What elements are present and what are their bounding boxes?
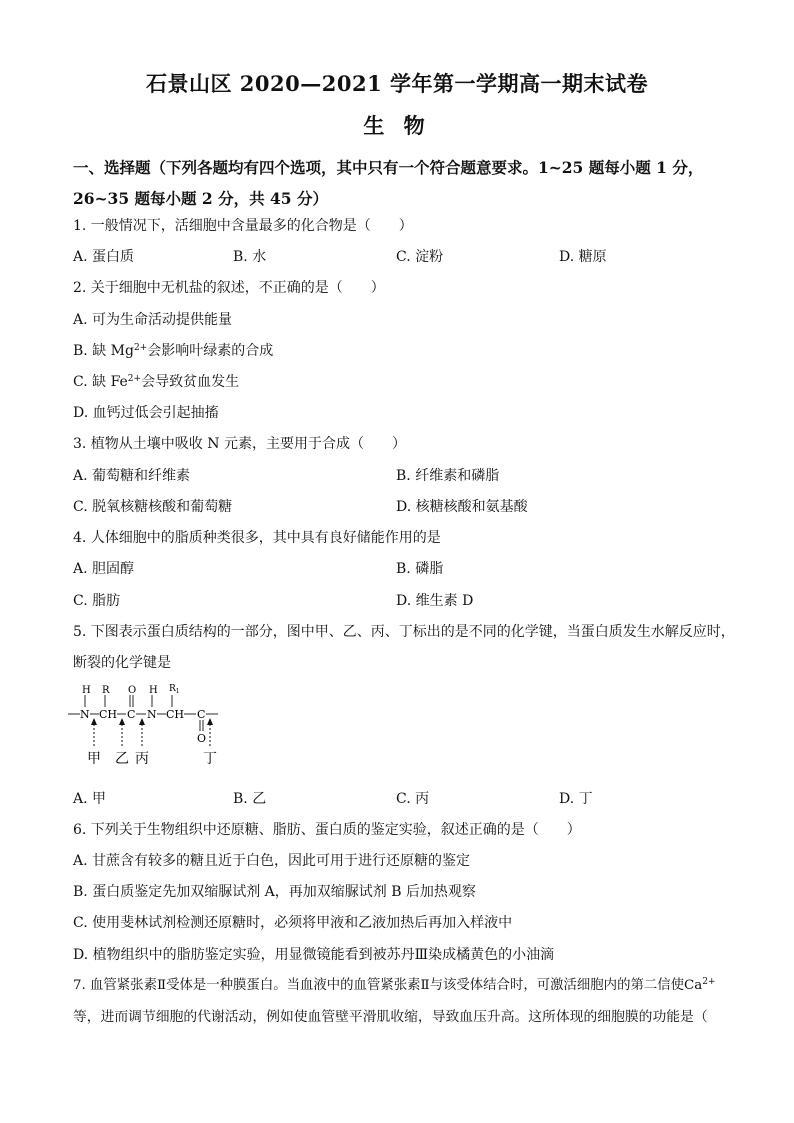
question-2-option-c: C. 缺 $Fe^{2+}$会导致贫血发生 — [73, 374, 240, 390]
question-3-option-a: A. 葡萄糖和纤维素 — [73, 468, 191, 484]
question-5-option-a: A. 甲 — [73, 791, 107, 807]
question-2-option-b: B. 缺 $Mg^{2+}$会影响叶绿素的合成 — [73, 343, 274, 359]
question-1-option-a: A. 蛋白质 — [73, 249, 135, 265]
atom-n1: N — [80, 708, 90, 721]
question-7-stem-line1: 7. 血管紧张素Ⅱ受体是一种膜蛋白。当血液中的血管紧张素Ⅱ与该受体结合时，可激活细胞内的第二信使$Ca^{2+}$ — [73, 977, 716, 993]
question-2-option-d: D. 血钙过低会引起抽搐 — [73, 405, 219, 421]
question-3-option-c: C. 脱氧核糖核酸和葡萄糖 — [73, 499, 233, 515]
question-5-option-d: D. 丁 — [559, 791, 593, 807]
question-1-option-d: D. 糖原 — [559, 249, 607, 265]
atom-r1: $R_1$ — [169, 684, 180, 695]
question-1-stem: 1. 一般情况下，活细胞中含量最多的化合物是（ ） — [73, 218, 413, 234]
question-5-option-b: B. 乙 — [233, 791, 267, 807]
question-6-option-b: B. 蛋白质鉴定先加双缩脲试剂 A，再加双缩脲试剂 B 后加热观察 — [73, 884, 476, 900]
atom-o-top: O — [128, 685, 137, 696]
question-5-option-c: C. 丙 — [396, 791, 430, 807]
question-1-option-b: B. 水 — [233, 249, 267, 265]
peptide-bond-diagram — [66, 680, 246, 770]
question-6-option-d: D. 植物组织中的脂肪鉴定实验，用显微镜能看到被苏丹Ⅲ染成橘黄色的小油滴 — [73, 947, 555, 963]
atom-c1: C — [127, 708, 136, 721]
label-jia: 甲 — [87, 751, 101, 767]
exam-title: 石景山区 2020—2021 学年第一学期高一期末试卷 — [145, 71, 648, 96]
atom-ch2: CH — [166, 708, 185, 721]
question-4-option-b: B. 磷脂 — [396, 561, 444, 577]
question-4-stem: 4. 人体细胞中的脂质种类很多，其中具有良好储能作用的是 — [73, 530, 441, 546]
atom-n2: N — [147, 708, 157, 721]
question-5-stem-line1: 5. 下图表示蛋白质结构的一部分，图中甲、乙、丙、丁标出的是不同的化学键，当蛋白质发生水解反应时， — [73, 624, 735, 640]
question-6-stem: 6. 下列关于生物组织中还原糖、脂肪、蛋白质的鉴定实验，叙述正确的是（ ） — [73, 822, 581, 838]
question-3-stem: 3. 植物从土壤中吸收 N 元素，主要用于合成（ ） — [73, 436, 406, 452]
question-6-option-c: C. 使用斐林试剂检测还原糖时，必须将甲液和乙液加热后再加入样液中 — [73, 915, 513, 931]
question-4-option-c: C. 脂肪 — [73, 593, 121, 609]
question-5-stem-line2: 断裂的化学键是 — [73, 655, 171, 671]
question-4-option-a: A. 胆固醇 — [73, 561, 135, 577]
section-heading: 一、选择题（下列各题均有四个选项，其中只有一个符合题意要求。1~25 题每小题 1 分，26~35 题每小题 2 分，共 45 分） — [73, 158, 704, 208]
atom-c2: C — [197, 708, 206, 721]
question-7-stem-line2: 等，进而调节细胞的代谢活动，例如使血管壁平滑肌收缩，导致血压升高。这所体现的细胞膜的功能是（ — [73, 1009, 708, 1025]
atom-r: R — [102, 685, 110, 696]
question-2-option-a: A. 可为生命活动提供能量 — [73, 312, 233, 328]
atom-ch1: CH — [99, 708, 118, 721]
exam-subject: 生 物 — [363, 113, 431, 138]
question-2-stem: 2. 关于细胞中无机盐的叙述，不正确的是（ ） — [73, 280, 385, 296]
label-ding: 丁 — [203, 751, 217, 767]
question-6-option-a: A. 甘蔗含有较多的糖且近于白色，因此可用于进行还原糖的鉴定 — [73, 853, 471, 869]
label-bing: 丙 — [135, 751, 149, 767]
question-4-option-d: D. 维生素 D — [396, 593, 474, 609]
question-1-option-c: C. 淀粉 — [396, 249, 444, 265]
atom-h1: H — [82, 685, 91, 696]
label-yi: 乙 — [115, 751, 129, 767]
atom-h2: H — [149, 685, 158, 696]
question-3-option-b: B. 纤维素和磷脂 — [396, 468, 500, 484]
atom-o-bottom: O — [197, 732, 207, 745]
question-3-option-d: D. 核糖核酸和氨基酸 — [396, 499, 528, 515]
